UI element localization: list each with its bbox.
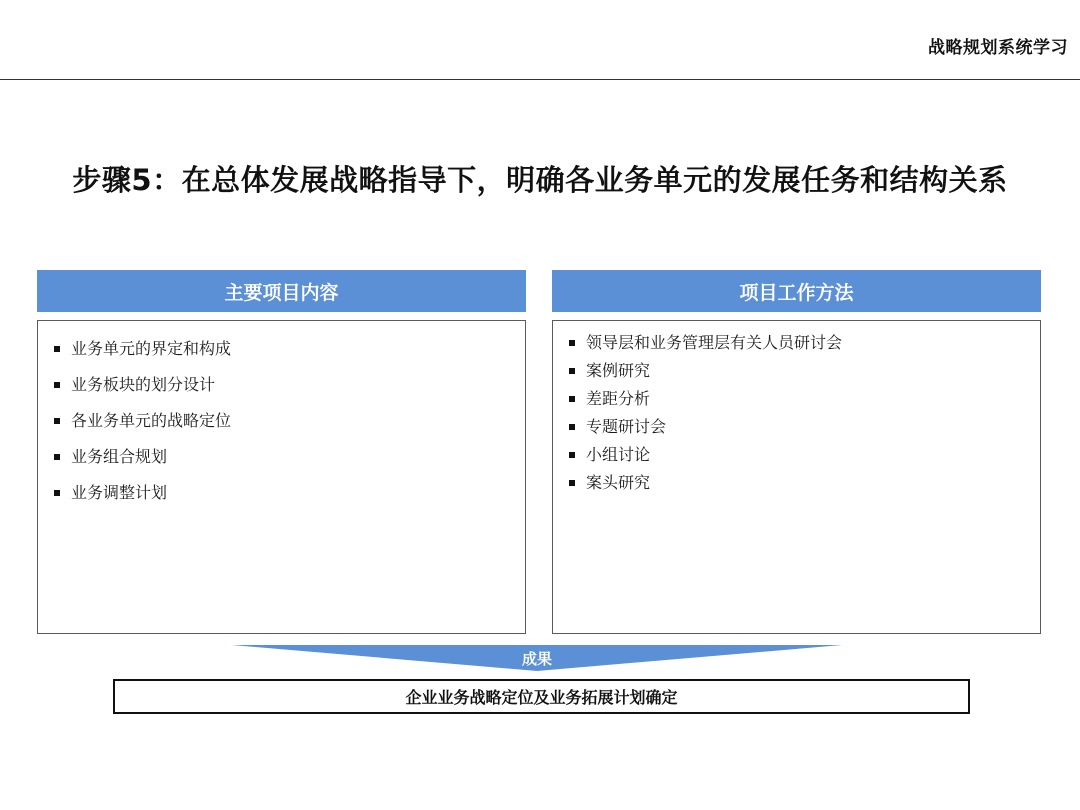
list-item-label: 差距分析 xyxy=(586,389,651,408)
square-bullet-icon xyxy=(569,368,575,374)
result-label: 成果 xyxy=(521,650,552,668)
page-title: 步骤5：在总体发展战略指导下，明确各业务单元的发展任务和结构关系 xyxy=(72,163,1008,197)
list-item xyxy=(53,447,231,483)
square-bullet-icon xyxy=(54,382,60,388)
header-divider xyxy=(0,79,1080,80)
list-item xyxy=(568,389,842,417)
list-item-label: 案例研究 xyxy=(586,361,651,380)
list-item xyxy=(568,417,842,445)
list-item xyxy=(53,375,231,411)
header-title: 战略规划系统学习 xyxy=(928,38,1068,58)
right-panel xyxy=(552,320,1041,634)
right-panel-header: 项目工作方法 xyxy=(552,270,1041,312)
list-item-label: 业务板块的划分设计 xyxy=(71,375,216,394)
list-item-label: 业务单元的界定和构成 xyxy=(71,339,232,358)
list-item-label: 业务组合规划 xyxy=(71,447,168,466)
left-panel-list xyxy=(53,339,231,519)
square-bullet-icon xyxy=(569,340,575,346)
list-item xyxy=(568,445,842,473)
square-bullet-icon xyxy=(54,346,60,352)
list-item-label: 领导层和业务管理层有关人员研讨会 xyxy=(586,333,843,352)
list-item-label: 小组讨论 xyxy=(586,445,651,464)
right-panel-list xyxy=(568,333,842,501)
list-item-label: 专题研讨会 xyxy=(586,417,667,436)
list-item xyxy=(568,333,842,361)
list-item xyxy=(53,339,231,375)
list-item xyxy=(53,483,231,519)
square-bullet-icon xyxy=(569,480,575,486)
list-item-label: 各业务单元的战略定位 xyxy=(71,411,232,430)
list-item-label: 业务调整计划 xyxy=(71,483,168,502)
list-item-label: 案头研究 xyxy=(586,473,651,492)
left-panel-header: 主要项目内容 xyxy=(37,270,526,312)
square-bullet-icon xyxy=(569,424,575,430)
square-bullet-icon xyxy=(569,396,575,402)
result-box: 企业业务战略定位及业务拓展计划确定 xyxy=(113,679,970,714)
list-item xyxy=(568,473,842,501)
result-banner xyxy=(232,645,842,671)
square-bullet-icon xyxy=(569,452,575,458)
square-bullet-icon xyxy=(54,490,60,496)
list-item xyxy=(568,361,842,389)
left-panel xyxy=(37,320,526,634)
square-bullet-icon xyxy=(54,418,60,424)
list-item xyxy=(53,411,231,447)
square-bullet-icon xyxy=(54,454,60,460)
